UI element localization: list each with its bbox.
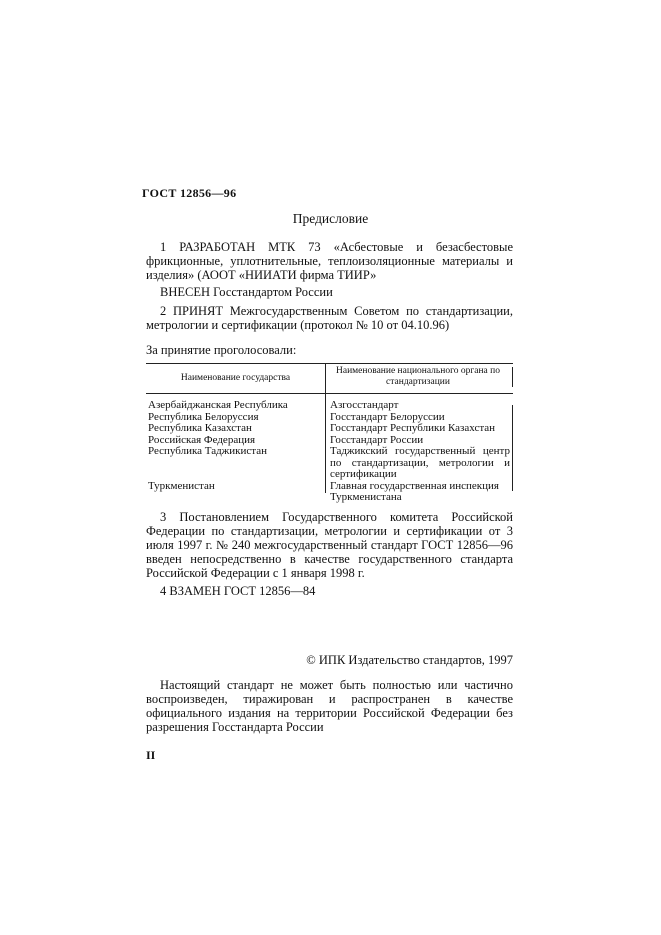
paragraph-decree: 3 Постановлением Государственного комитета Российской Федерации по стандартизации, метрологии и сертификации от 3 июля 1997 г. № 240 межгосударственный стандарт ГОСТ 12856—96 введен непосредственно в качестве государственного стандарта Российской Федерации с 1 января 1998 г. (146, 510, 513, 580)
table-cell: Госстандарт России (330, 433, 424, 446)
paragraph-introduced: ВНЕСЕН Госстандартом России (160, 285, 333, 299)
organs-column (330, 400, 510, 504)
paragraph-notice: Настоящий стандарт не может быть полностью или частично воспроизведен, тиражирован и распространен в качестве официального издания на территории Российской Федерации без разрешения Госстандарта России (146, 678, 513, 734)
table-cell: Главная государственная инспекция Туркменистана (330, 479, 499, 503)
page-title: Предисловие (292, 211, 369, 226)
table-column-divider (325, 363, 326, 493)
table-cell: Туркменистан (148, 479, 215, 492)
paragraph-developed: 1 РАЗРАБОТАН МТК 73 «Асбестовые и безасбестовые фрикционные, уплотнительные, теплоизоляционные материалы и изделия» (АООТ «НИИАТИ фирма ТИИР» (146, 240, 513, 282)
table-cell: Госстандарт Республики Казахстан (330, 422, 496, 434)
paragraph-voted: За принятие проголосовали: (146, 343, 297, 357)
table-cell: Госстандарт Белоруссии (330, 410, 445, 423)
table-cell: Таджикский государственный центр по стандартизации, метрологии и сертификации (330, 445, 510, 480)
table-cell: Республика Казахстан (148, 422, 252, 434)
table-right-edge-body (512, 405, 513, 491)
paragraph-adopted: 2 ПРИНЯТ Межгосударственным Советом по стандартизации, метрологии и сертификации (протокол № 10 от 04.10.96) (146, 304, 513, 332)
table-header-rule (146, 393, 513, 394)
paragraph-replaces: 4 ВЗАМЕН ГОСТ 12856—84 (160, 584, 316, 598)
table-cell: Азгосстандарт (330, 399, 399, 411)
doc-code: ГОСТ 12856—96 (142, 186, 237, 200)
table-cell: Российская Федерация (148, 433, 256, 446)
copyright: © ИПК Издательство стандартов, 1997 (306, 653, 513, 667)
table-top-rule (146, 363, 513, 364)
page-number: II (146, 748, 156, 762)
header-state: Наименование государства (180, 373, 291, 383)
states-column (148, 400, 324, 492)
voting-table (146, 363, 513, 503)
header-organ: Наименование национального органа по стандартизации (336, 366, 500, 387)
table-cell: Республика Белоруссия (148, 410, 259, 423)
table-right-edge (512, 367, 513, 387)
table-cell: Азербайджанская Республика (148, 399, 288, 411)
table-cell: Республика Таджикистан (148, 445, 267, 457)
